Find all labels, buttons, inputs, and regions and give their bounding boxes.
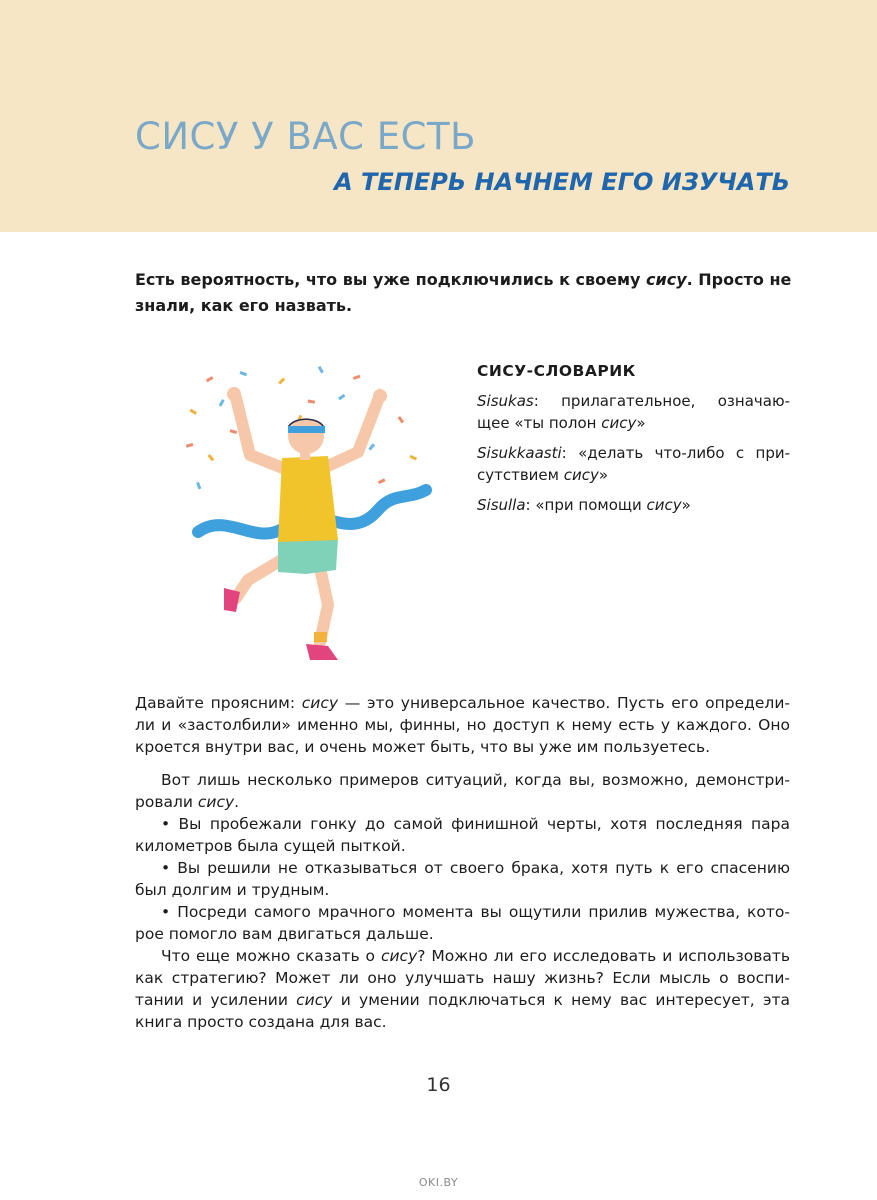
celebrating-runner-illustration — [178, 360, 438, 680]
body-text-run: ровали — [135, 793, 198, 811]
body-line — [135, 989, 790, 1011]
lead-text: . Просто не — [686, 270, 792, 289]
body-text-run: — это универсальное качество. Пусть его определи- — [338, 694, 790, 712]
dictionary-definition: : «при помощи — [525, 496, 647, 514]
bullet-line: • Вы пробежали гонку до самой финишной черты, хотя последняя пара — [161, 815, 790, 833]
body-line: книга просто создана для вас. — [135, 1013, 387, 1031]
header-banner — [0, 0, 877, 232]
dictionary-definition: : «делать что-либо с при- — [561, 444, 790, 462]
lead-paragraph — [135, 267, 790, 319]
lead-emphasis: сису — [646, 270, 687, 289]
dictionary-definition: сутствием — [477, 466, 564, 484]
body-text-run: и умении подключаться к нему вас интересует, эта — [332, 991, 791, 1009]
body-emphasis: сису — [380, 947, 418, 965]
lead-text: Есть вероятность, что вы уже подключились к своему — [135, 270, 647, 289]
page-number: 16 — [426, 1074, 451, 1096]
chapter-subtitle: А ТЕПЕРЬ НАЧНЕМ ЕГО ИЗУЧАТЬ — [334, 168, 790, 196]
lead-line — [135, 267, 790, 293]
body-line: кроется внутри вас, и очень может быть, что вы уже им пользуетесь. — [135, 738, 711, 756]
dictionary-definition: » — [636, 414, 646, 432]
chapter-title: СИСУ У ВАС ЕСТЬ — [135, 115, 476, 158]
body-text-run: . — [234, 793, 240, 811]
dictionary — [477, 390, 790, 524]
body-text-run: ? Можно ли его исследовать и использовать — [417, 947, 790, 965]
dictionary-line — [477, 390, 790, 412]
bullet-line: рое помогло вам двигаться дальше. — [135, 925, 434, 943]
lead-line: знали, как его назвать. — [135, 296, 353, 315]
dictionary-line — [477, 412, 790, 434]
watermark: OKI.BY — [418, 1176, 459, 1189]
body-emphasis: сису — [197, 793, 235, 811]
body-line: ли и «застолбили» именно мы, финны, но доступ к нему есть у каждого. Оно — [135, 716, 790, 734]
dictionary-definition: : прилагательное, означаю- — [533, 392, 790, 410]
body-text — [135, 692, 790, 1033]
dictionary-term: Sisukas — [477, 392, 534, 410]
body-emphasis: сису — [301, 694, 339, 712]
dictionary-definition: » — [681, 496, 691, 514]
body-text-run: тании и усилении — [135, 991, 297, 1009]
body-line — [135, 945, 790, 967]
dictionary-entry — [477, 494, 790, 516]
body-text-run: Что еще можно сказать о — [161, 947, 381, 965]
dictionary-line — [477, 442, 790, 464]
bullet-line: был долгим и трудным. — [135, 881, 330, 899]
bullet-line: километров была сущей пыткой. — [135, 837, 406, 855]
dictionary-term: Sisukkaasti — [477, 444, 562, 462]
body-line — [135, 692, 790, 714]
dictionary-emphasis: сису — [563, 466, 599, 484]
dictionary-entry — [477, 442, 790, 486]
body-line — [135, 791, 790, 813]
dictionary-entry — [477, 390, 790, 434]
dictionary-emphasis: сису — [601, 414, 637, 432]
dictionary-term: Sisulla — [477, 496, 526, 514]
dictionary-definition: » — [598, 466, 609, 484]
bullet-line: • Вы решили не отказываться от своего брака, хотя путь к его спасению — [161, 859, 790, 877]
body-line: как стратегию? Может ли оно улучшать нашу жизнь? Если мысль о воспи- — [135, 969, 790, 987]
dictionary-definition: щее «ты полон — [477, 414, 602, 432]
body-text-run: Давайте проясним: — [135, 694, 302, 712]
dictionary-line — [477, 494, 790, 516]
bullet-line: • Посреди самого мрачного момента вы ощутили прилив мужества, кото- — [161, 903, 790, 921]
body-emphasis: сису — [296, 991, 333, 1009]
dictionary-line — [477, 464, 790, 486]
dictionary-emphasis: сису — [646, 496, 682, 514]
body-line: Вот лишь несколько примеров ситуаций, когда вы, возможно, демонстри- — [161, 771, 790, 789]
dictionary-title: СИСУ-СЛОВАРИК — [477, 362, 636, 380]
